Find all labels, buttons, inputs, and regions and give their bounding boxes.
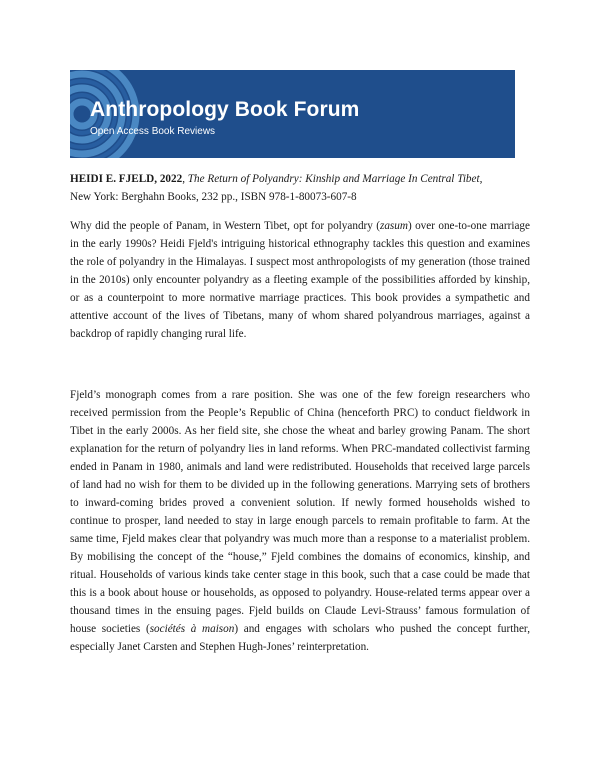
forum-banner: [70, 70, 515, 158]
book-citation: [70, 170, 530, 206]
citation-publication: New York: Berghahn Books, 232 pp., ISBN 978-1-80073-607-8: [70, 191, 357, 203]
paragraph-2-term: sociétés à maison: [149, 623, 235, 635]
citation-separator: ,: [182, 173, 188, 185]
citation-line-1: [70, 170, 530, 188]
paragraph-1-text-a: Why did the people of Panam, in Western Tibet, opt for polyandry (: [70, 220, 380, 232]
paragraph-1-term: zasum: [379, 220, 408, 232]
review-paragraph-2: [70, 386, 530, 656]
review-paragraph-1: [70, 217, 530, 343]
paragraph-2-text-a: Fjeld’s monograph comes from a rare position. She was one of the few foreign researchers who received permission from the People’s Republic of China (henceforth PRC) to conduct fieldwork in Tibet in the early 2000s. As her field site, she chose the wheat and barley growing Panam. The short explanation for the return of polyandry lies in land reforms. When PRC-mandated collectivist farming ended in Panam in 1980, animals and land were redistributed. Households that received large parcels of land had no wish for them to be divided up in the following generations. Marrying sets of brothers to inward-coming brides proved a convenient solution. If newly formed households wished to continue to prosper, land needed to stay in large enough parcels to remain profitable to farm. At the same time, Fjeld makes clear that polyandry was much more than a response to a materialist problem. By mobilising the concept of the “house,” Fjeld combines the domains of economics, kinship, and ritual. Households of various kinds take center stage in this book, such that a case could be made that this is a book about house or households, as opposed to polyandry. House-related terms appear over a thousand times in the ensuing pages. Fjeld builds on Claude Levi-Strauss’ famous formulation of house societies (: [70, 389, 530, 635]
citation-author-year: HEIDI E. FJELD, 2022: [70, 173, 183, 185]
paragraph-2-text-b: ) and engages with scholars who pushed the concept further, especially Janet Carsten and Stephen Hugh-Jones’ reinterpretation.: [70, 623, 530, 653]
banner-subtitle: Open Access Book Reviews: [90, 126, 216, 137]
citation-book-title: The Return of Polyandry: Kinship and Marriage In Central Tibet,: [187, 173, 483, 185]
banner-title: Anthropology Book Forum: [90, 98, 360, 121]
paragraph-1-text-b: ) over one-to-one marriage in the early 1990s? Heidi Fjeld's intriguing historical ethnography tackles this question and examines the role of polyandry in the Himalayas. I suspect most anthropologists of my generation (those trained in the 2010s) only encounter polyandry as a fleeting example of the possibilities afforded by kinship, or as a counterpoint to more normative marriage practices. This book provides a sympathetic and attentive account of the lives of Tibetans, many of whom shared polyandrous marriages, against a backdrop of rapidly changing rural life.: [70, 220, 530, 340]
